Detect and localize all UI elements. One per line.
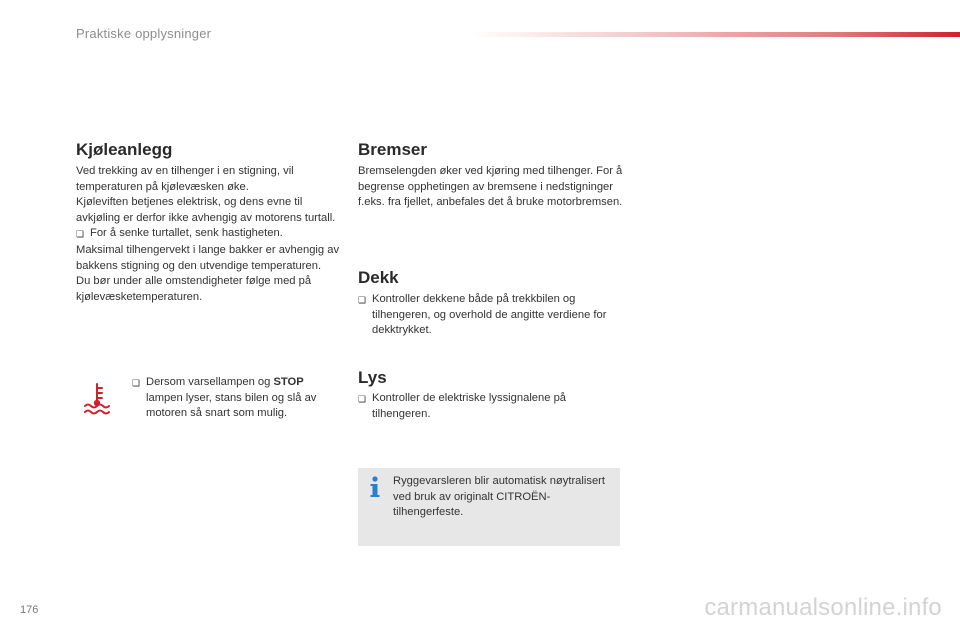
checkbox-bullet-icon: ❏ (132, 378, 141, 388)
stop-label: STOP (273, 376, 304, 388)
kjoleanlegg-bullet (76, 226, 342, 243)
kjoleanlegg-heading: Kjøleanlegg (76, 140, 173, 159)
kjoleanlegg-bullet-text: For å senke turtallet, senk hastigheten. (90, 227, 283, 240)
lys-bullet-text: Kontroller de elektriske lyssignalene på tilhengeren. (372, 392, 567, 420)
header-accent-bar (470, 32, 960, 37)
info-text: Ryggevarsleren blir automatisk nøytralisert ved bruk av originalt CITROËN-tilhengerfeste. (393, 475, 606, 519)
bremser-body: Bremselengden øker ved kjøring med tilhenger. For å begrense opphetingen av bremsene i nedstigninger f.eks. fra fjellet, anbefales det å bruke motorbremsen. (358, 165, 623, 209)
warning-bullet-text: Dersom varsellampen og STOP lampen lyser, stans bilen og slå av motoren så snart som mulig. (146, 376, 317, 420)
watermark: carmanualsonline.info (704, 594, 942, 621)
info-icon (369, 476, 381, 498)
checkbox-bullet-icon: ❏ (358, 394, 367, 404)
kjoleanlegg-para2: Kjøleviften betjenes elektrisk, og dens evne til avkjøling er derfor ikke avhengig av motorens turtall. (76, 196, 336, 224)
dekk-bullet (358, 292, 608, 339)
dekk-bullet-text: Kontroller dekkene både på trekkbilen og tilhengeren, og overhold de angitte verdiene for dekktrykket. (372, 293, 607, 337)
lys-heading: Lys (358, 368, 387, 387)
page-number: 176 (20, 604, 39, 616)
dekk-heading: Dekk (358, 268, 399, 287)
kjoleanlegg-para1: Ved trekking av en tilhenger i en stigning, vil temperaturen på kjølevæsken øke. (76, 165, 294, 193)
section-title: Praktiske opplysninger (76, 26, 212, 41)
warning-bullet (132, 375, 332, 422)
coolant-temperature-warning-icon (82, 382, 112, 416)
kjoleanlegg-para4: Du bør under alle omstendigheter følge med på kjølevæsketemperaturen. (76, 275, 312, 303)
kjoleanlegg-body (76, 164, 342, 305)
bremser-heading: Bremser (358, 140, 427, 159)
lys-bullet (358, 391, 608, 422)
info-box (358, 468, 620, 546)
kjoleanlegg-para3: Maksimal tilhengervekt i lange bakker er avhengig av bakkens stigning og den utvendige temperaturen. (76, 243, 340, 272)
checkbox-bullet-icon: ❏ (358, 295, 367, 305)
checkbox-bullet-icon: ❏ (76, 229, 85, 240)
